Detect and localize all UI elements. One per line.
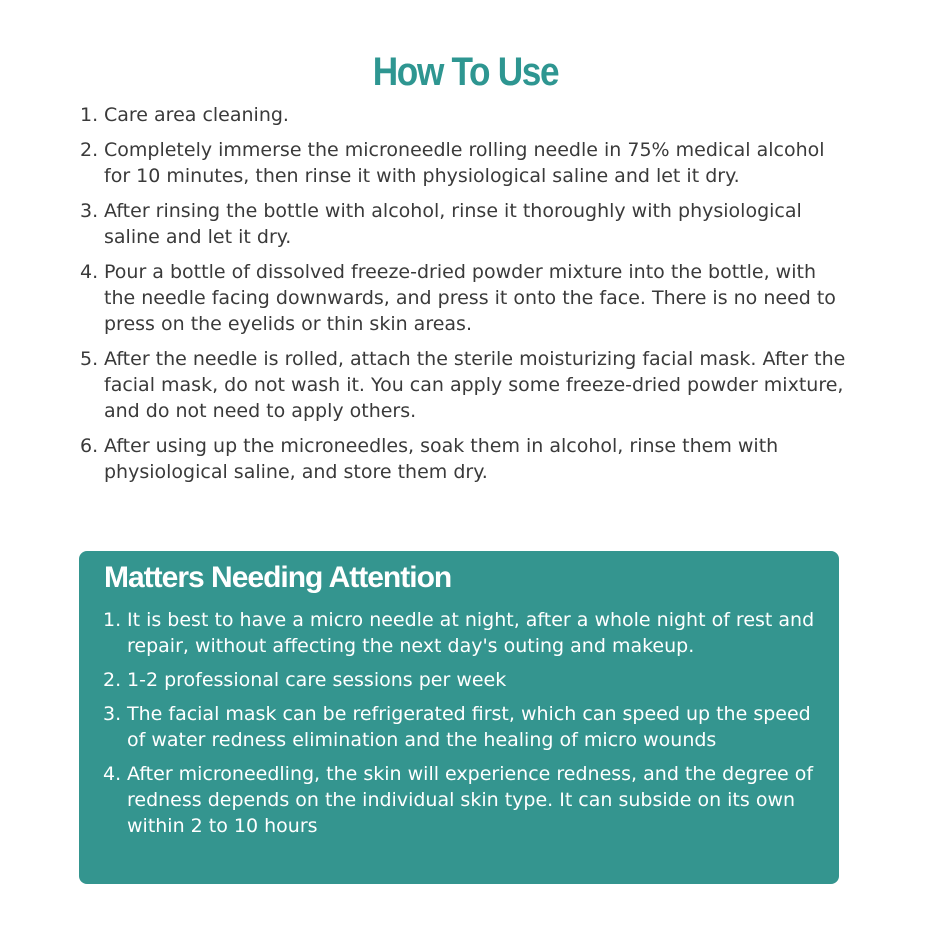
attention-item <box>103 607 823 659</box>
attention-number: 3. <box>103 703 122 725</box>
step-number: 4. <box>80 261 99 283</box>
attention-item <box>103 761 823 839</box>
step-item <box>80 259 850 337</box>
step-item <box>80 346 850 424</box>
step-text: Completely immerse the microneedle rolling needle in 75% medical alcohol for 10 minutes, then rinse it with physiological saline and let it dry. <box>104 139 825 187</box>
step-number: 6. <box>80 435 99 457</box>
attention-text: 1-2 professional care sessions per week <box>127 669 507 691</box>
step-number: 3. <box>80 200 99 222</box>
step-item <box>80 137 850 189</box>
attention-title: Matters Needing Attention <box>104 561 452 594</box>
step-number: 2. <box>80 139 99 161</box>
step-number: 5. <box>80 348 99 370</box>
step-text: After using up the microneedles, soak them in alcohol, rinse them with physiological saline, and store them dry. <box>104 435 779 483</box>
step-text: Pour a bottle of dissolved freeze-dried powder mixture into the bottle, with the needle facing downwards, and press it onto the face. There is no need to press on the eyelids or thin skin areas. <box>104 261 836 335</box>
attention-item <box>103 701 823 753</box>
step-text: After rinsing the bottle with alcohol, rinse it thoroughly with physiological saline and let it dry. <box>104 200 802 248</box>
step-item <box>80 102 850 128</box>
usage-steps-list <box>80 102 850 494</box>
attention-list <box>103 607 823 847</box>
attention-text: It is best to have a micro needle at night, after a whole night of rest and repair, without affecting the next day's outing and makeup. <box>127 609 815 657</box>
attention-number: 4. <box>103 763 122 785</box>
page-title: How To Use <box>372 50 559 94</box>
step-item <box>80 198 850 250</box>
step-item <box>80 433 850 485</box>
step-text: After the needle is rolled, attach the sterile moisturizing facial mask. After the facial mask, do not wash it. You can apply some freeze-dried powder mixture, and do not need to apply others. <box>104 348 846 422</box>
attention-text: After microneedling, the skin will experience redness, and the degree of redness depends on the individual skin type. It can subside on its own within 2 to 10 hours <box>127 763 814 837</box>
attention-number: 1. <box>103 609 122 631</box>
attention-number: 2. <box>103 669 122 691</box>
step-number: 1. <box>80 104 99 126</box>
attention-item <box>103 667 823 693</box>
attention-panel <box>79 551 839 884</box>
attention-text: The facial mask can be refrigerated first, which can speed up the speed of water redness elimination and the healing of micro wounds <box>127 703 811 751</box>
step-text: Care area cleaning. <box>104 104 289 126</box>
